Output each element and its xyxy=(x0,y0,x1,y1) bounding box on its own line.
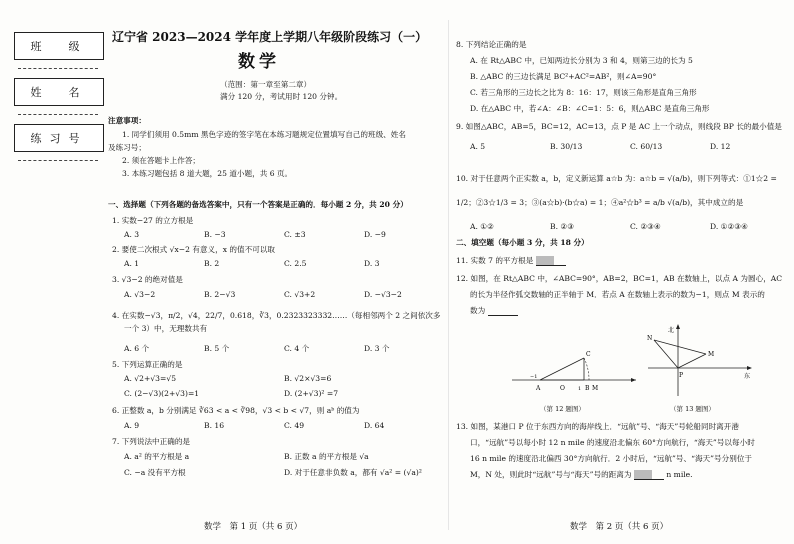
q11-answer-blank xyxy=(536,256,566,266)
q12-stem-end xyxy=(470,306,518,316)
q6-stem: 6. 正整数 a，b 分别满足 ∛63 < a < ∛98，√3 < b < √7，则 aᵇ 的值为 xyxy=(112,406,360,415)
q8-opt-d: D. 在△ABC 中，若∠A：∠B：∠C=1：5：6，则△ABC 是直角三角形 xyxy=(470,104,710,113)
q3-opt-d: D. −√3−2 xyxy=(364,290,402,299)
q13-answer-blank xyxy=(634,470,664,480)
figure-12 xyxy=(510,340,640,400)
q10-opt-b: B. ②③ xyxy=(550,222,575,231)
q2-stem: 2. 要使二次根式 √x−2 有意义，x 的值不可以取 xyxy=(112,245,275,254)
q8-opt-c: C. 若三角形的三边长之比为 8：16：17，则该三角形是直角三角形 xyxy=(470,88,697,97)
q9-opt-c: C. 60/13 xyxy=(630,142,663,151)
subject-title: 数学 xyxy=(238,52,280,72)
q9-opt-a: A. 5 xyxy=(470,142,486,151)
notice-item: 3. 本练习题包括 8 道大题，25 道小题，共 6 页。 xyxy=(122,169,293,178)
q3-options xyxy=(124,290,402,300)
q6-opt-c: C. 49 xyxy=(284,421,305,430)
name-underline xyxy=(18,114,98,115)
q5-opt-a: A. √2+√3=√5 xyxy=(124,374,177,383)
class-label: 班 级 xyxy=(14,32,104,60)
q5-options-row1 xyxy=(124,374,331,384)
q12-stem: 12. 如图，在 Rt△ABC 中，∠ABC=90°，AB=2，BC=1，AB 在数轴上，以点 A 为圆心，AC xyxy=(456,274,783,283)
q9-opt-b: B. 30/13 xyxy=(550,142,583,151)
arc-am xyxy=(584,358,589,380)
q4-opt-b: B. 5 个 xyxy=(204,344,230,353)
q6-opt-b: B. 16 xyxy=(204,421,225,430)
q1-opt-b: B. −3 xyxy=(204,230,226,239)
q10-stem-cont: 1/2；②3☆1/3 = 3；③(a☆b)·(b☆a) = 1；④a²☆b³ = a/b √(a/b)，其中成立的是 xyxy=(456,198,744,207)
label-p: P xyxy=(679,372,684,379)
q10-opt-d: D. ①②③④ xyxy=(710,222,748,231)
q9-options xyxy=(470,142,730,152)
q7-opt-d: D. 对于任意非负数 a，都有 √a² = (√a)² xyxy=(284,468,422,477)
q3-opt-a: A. √3−2 xyxy=(124,290,156,299)
notice-title: 注意事项： xyxy=(108,116,146,125)
q13-unit: n mile. xyxy=(666,470,693,479)
exam-title: 辽宁省 2023—2024 学年度上学期八年级阶段练习（一） xyxy=(112,30,428,44)
q9-opt-d: D. 12 xyxy=(710,142,731,151)
q5-opt-c: C. (2−√3)(2+√3)=1 xyxy=(124,389,200,398)
right-column xyxy=(454,0,784,544)
q10-stem: 10. 对于任意两个正实数 a，b，定义新运算 a☆b 为：a☆b = √(a/b)，则下列等式：①1☆2 = xyxy=(456,174,777,183)
notice-item: 及练习号； xyxy=(108,143,146,152)
q6-opt-a: A. 9 xyxy=(124,421,140,430)
seat-label: 练习号 xyxy=(14,124,104,152)
q1-options xyxy=(124,230,386,240)
figure-13-caption: （第 13 题图） xyxy=(670,405,715,413)
q1-stem: 1. 实数−27 的立方根是 xyxy=(112,216,194,225)
q5-options-row2 xyxy=(124,389,338,399)
q7-stem: 7. 下列说法中正确的是 xyxy=(112,437,191,446)
label-n: N xyxy=(647,335,653,342)
label-m: M xyxy=(592,385,599,392)
page-divider xyxy=(448,20,449,530)
label-east: 东 xyxy=(744,373,751,380)
q7-opt-c: C. −a 没有平方根 xyxy=(124,468,186,477)
footer-right: 数学 第 2 页（共 6 页） xyxy=(570,522,669,532)
label-1: 1 xyxy=(578,386,582,392)
name-label: 姓 名 xyxy=(14,78,104,106)
section2-title: 二、填空题（每小题 3 分，共 18 分） xyxy=(456,238,589,247)
label-c: C xyxy=(586,351,591,358)
q7-options-row2 xyxy=(124,468,422,478)
section1-title: 一、选择题（下列各题的备选答案中，只有一个答案是正确的．每小题 2 分，共 20 分） xyxy=(108,200,408,209)
q2-opt-c: C. 2.5 xyxy=(284,259,307,268)
q12-stem-cont: 的长为半径作弧交数轴的正半轴于 M．若点 A 在数轴上表示的数为−1，则点 M 表示的 xyxy=(470,290,765,299)
q10-opt-c: C. ②③④ xyxy=(630,222,661,231)
label-b: B xyxy=(585,385,590,392)
q1-opt-a: A. 3 xyxy=(124,230,140,239)
q10-opt-a: A. ①② xyxy=(470,222,494,231)
q5-stem: 5. 下列运算正确的是 xyxy=(112,360,183,369)
notice-item: 2. 须在答题卡上作答； xyxy=(122,156,201,165)
q9-stem: 9. 如图△ABC，AB=5，BC=12，AC=13，点 P 是 AC 上一个动点，则线段 BP 长的最小值是 xyxy=(456,122,782,131)
q11-stem xyxy=(456,256,566,266)
q4-opt-a: A. 6 个 xyxy=(124,344,150,353)
number-line-arrow xyxy=(631,378,636,382)
label-neg1: −1 xyxy=(530,374,538,380)
q8-opt-b: B. △ABC 的三边长满足 BC²+AC²=AB²，则∠A=90° xyxy=(470,72,657,81)
q13-stem-2: 口，“远航”号以每小时 12 n mile 的速度沿北偏东 60°方向航行，“海天”号以每小时 xyxy=(470,438,755,447)
binding-strip xyxy=(0,0,108,544)
q1-opt-d: D. −9 xyxy=(364,230,386,239)
q6-opt-d: D. 64 xyxy=(364,421,385,430)
q6-options xyxy=(124,421,384,431)
q10-options xyxy=(470,222,748,232)
q8-stem: 8. 下列结论正确的是 xyxy=(456,40,527,49)
q4-opt-c: C. 4 个 xyxy=(284,344,310,353)
figure-13 xyxy=(646,322,756,400)
q12-answer-blank xyxy=(488,306,518,316)
q7-opt-b: B. 正数 a 的平方根是 √a xyxy=(284,452,369,461)
label-north: 北 xyxy=(668,327,675,334)
notice-item: 1. 同学们须用 0.5mm 黑色字迹的签字笔在本练习题规定位置填写自己的班级、姓名 xyxy=(122,130,406,139)
seat-underline xyxy=(18,160,98,161)
left-column xyxy=(108,0,444,544)
q3-opt-b: B. 2−√3 xyxy=(204,290,236,299)
q13-stem: 13. 如图，某港口 P 位于东西方向的海岸线上．“远航”号、“海天”号轮船同时离开港 xyxy=(456,422,739,431)
q2-opt-d: D. 3 xyxy=(364,259,380,268)
q3-opt-c: C. √3+2 xyxy=(284,290,316,299)
q5-opt-b: B. √2×√3=6 xyxy=(284,374,332,383)
label-m: M xyxy=(708,351,715,358)
q13-text-end: M，N 处，则此时“远航”号与“海天”号的距离为 xyxy=(470,470,632,479)
q8-opt-a: A. 在 Rt△ABC 中，已知两边长分别为 3 和 4，则第三边的长为 5 xyxy=(470,56,693,65)
q13-stem-4 xyxy=(470,470,693,480)
q3-stem: 3. √3−2 的绝对值是 xyxy=(112,275,183,284)
hypotenuse-ac xyxy=(540,358,584,380)
q2-opt-a: A. 1 xyxy=(124,259,140,268)
label-o: O xyxy=(560,385,565,392)
class-underline xyxy=(18,68,98,69)
exam-scope: （范围：第一章至第二章） xyxy=(220,80,312,89)
score-time: 满分 120 分，考试用时 120 分钟。 xyxy=(220,92,343,101)
q4-stem: 4. 在实数−√3，π/2，√4，22/7，0.618，∛3，0.2323323332……（每相邻两个 2 之间依次多 xyxy=(112,311,441,320)
path-pm xyxy=(678,354,706,368)
label-a: A xyxy=(536,385,541,392)
q7-options-row1 xyxy=(124,452,369,462)
q4-options xyxy=(124,344,389,354)
path-pn xyxy=(654,340,678,368)
segment-mn xyxy=(654,340,706,354)
q2-opt-b: B. 2 xyxy=(204,259,220,268)
q5-opt-d: D. (2+√3)² =7 xyxy=(284,389,339,398)
q2-options xyxy=(124,259,379,269)
footer-left: 数学 第 1 页（共 6 页） xyxy=(204,522,303,532)
north-arrow xyxy=(676,324,680,329)
east-arrow xyxy=(747,366,752,370)
q1-opt-c: C. ±3 xyxy=(284,230,306,239)
q4-stem-cont: 一个 3）中，无理数共有 xyxy=(124,324,208,333)
q12-text-end: 数为 xyxy=(470,306,486,315)
q13-stem-3: 16 n mile 的速度沿北偏西 30°方向航行．2 小时后，“远航”号、“海天”号分别位于 xyxy=(470,454,753,463)
figure-12-caption: （第 12 题图） xyxy=(540,405,585,413)
q11-text: 11. 实数 7 的平方根是 xyxy=(456,256,534,265)
q7-opt-a: A. a² 的平方根是 a xyxy=(124,452,190,461)
q4-opt-d: D. 3 个 xyxy=(364,344,390,353)
